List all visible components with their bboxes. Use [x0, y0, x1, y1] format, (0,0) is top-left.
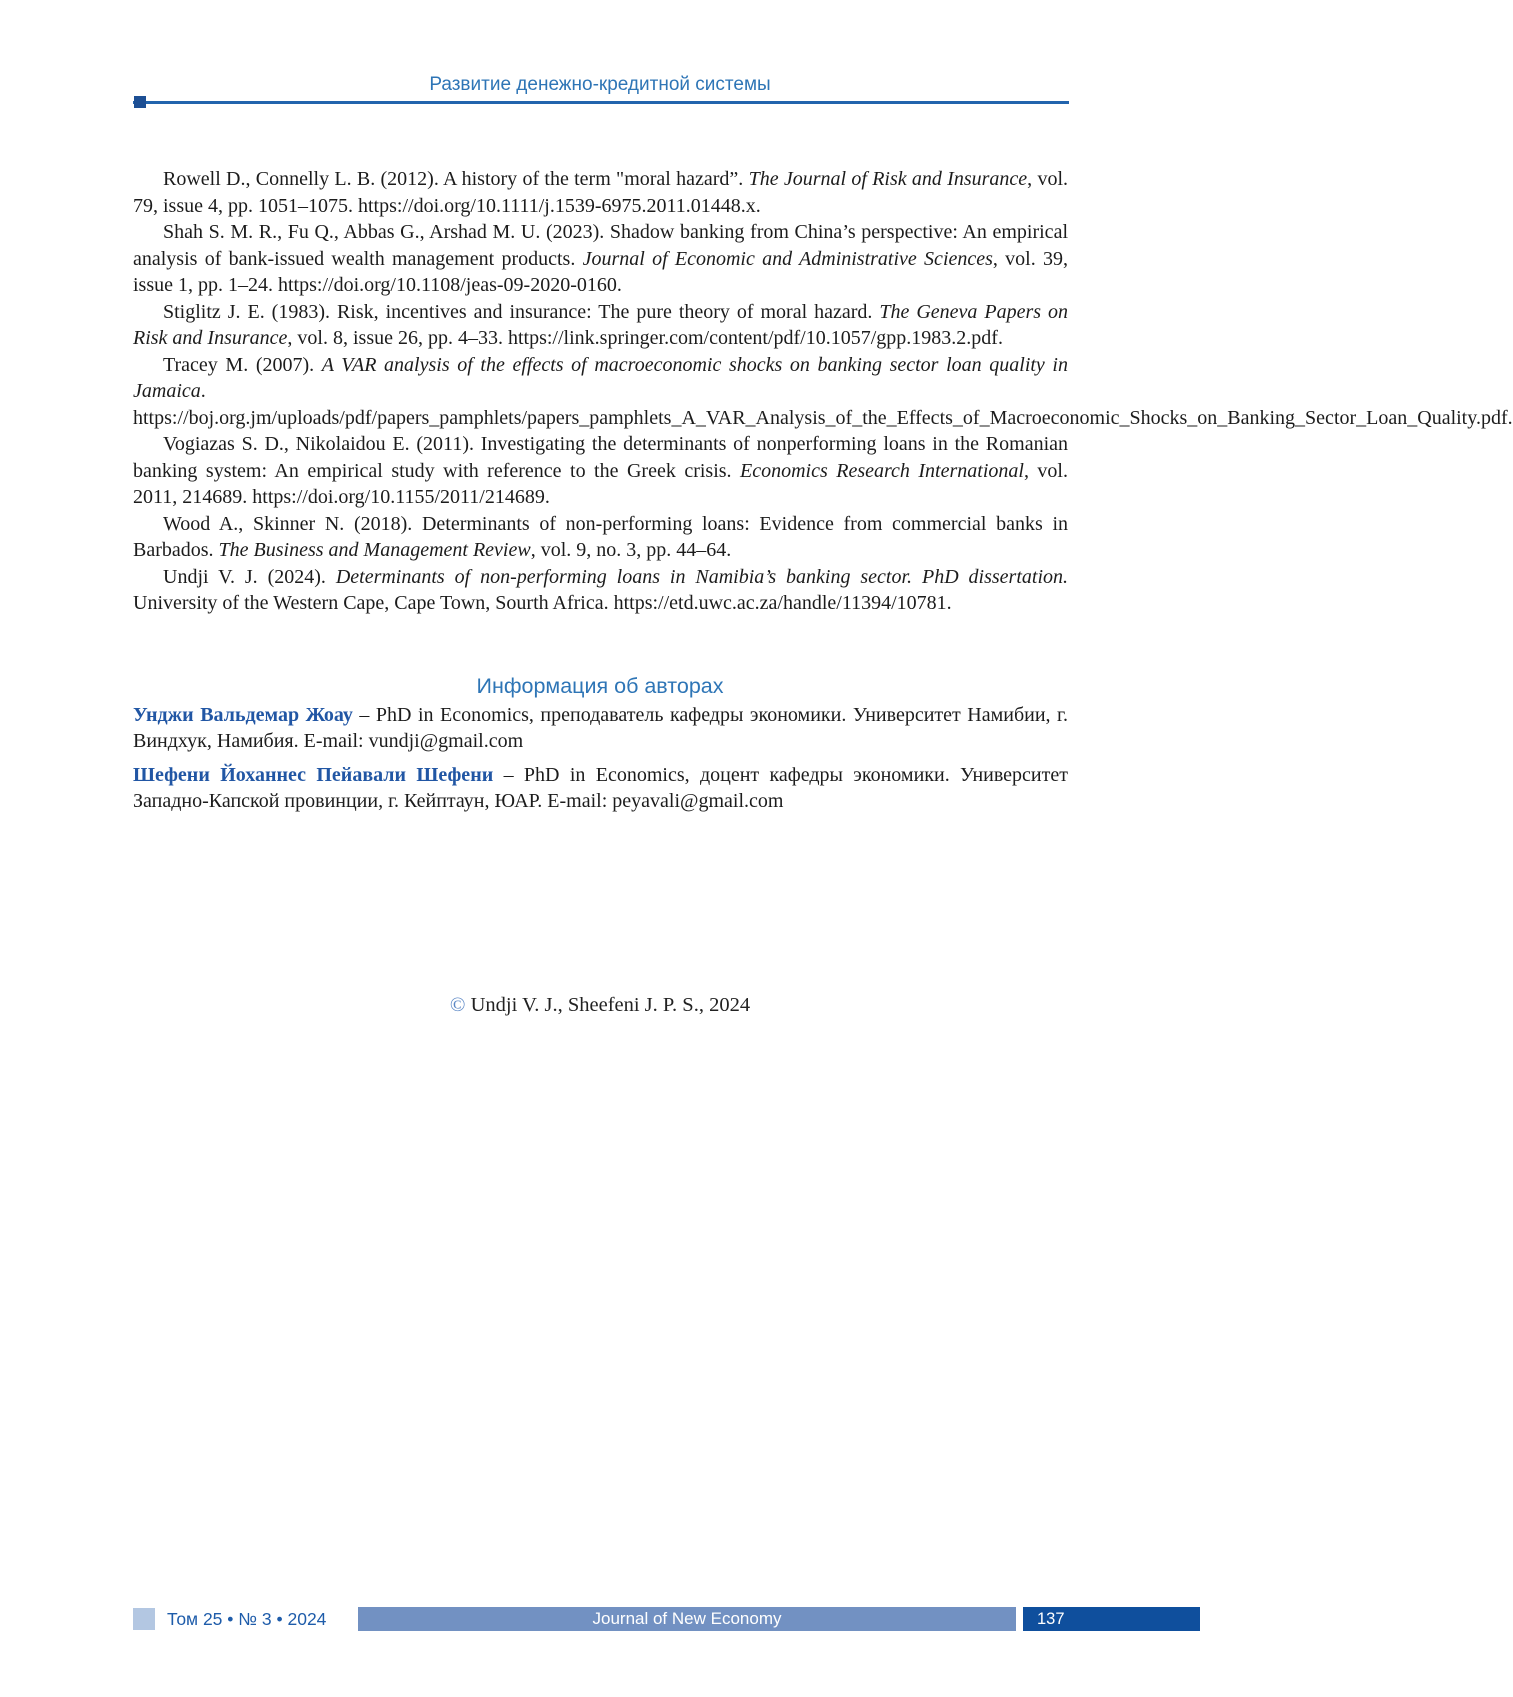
copyright-symbol: © — [449, 994, 466, 1016]
reference-text: Vogiazas S. D., Nikolaidou E. (2011). Investigating the determinants of nonperforming loans in the Romanian banking system: An empirical study with reference to the Greek crisis. — [133, 433, 1068, 482]
reference-title-italic: The Journal of Risk and Insurance — [748, 168, 1028, 190]
reference-item — [133, 431, 1068, 511]
reference-title-italic: Economics Research International — [740, 459, 1024, 482]
author-item — [133, 762, 1068, 814]
reference-item — [133, 564, 1068, 617]
reference-text: Stiglitz J. E. (1983). Risk, incentives and insurance: The pure theory of moral hazard. — [163, 300, 880, 323]
footer-square-icon — [133, 1608, 155, 1630]
reference-text: Undji V. J. (2024). — [163, 565, 336, 588]
author-name: Унджи Вальдемар Жоау — [133, 704, 353, 726]
reference-title-italic: Journal of Economic and Administrative Sciences — [582, 247, 993, 270]
reference-title-italic: The Geneva Papers on Risk and Insurance — [133, 300, 1068, 349]
author-details: – PhD in Economics, преподаватель кафедры экономики. Университет Намибии, г. Виндхук, Намибия. E-mail: vundji@gmail.com — [133, 704, 1068, 752]
authors-info-heading: Информация об авторах — [476, 674, 724, 698]
reference-item — [133, 166, 1068, 219]
authors-info-list — [133, 702, 1068, 822]
reference-text: , vol. 9, no. 3, pp. 44–64. — [530, 539, 732, 561]
copyright-text: Undji V. J., Sheefeni J. P. S., 2024 — [465, 994, 751, 1016]
reference-text: University of the Western Cape, Cape Town, Sourth Africa. https://etd.uwc.ac.za/handle/11394/10781. — [133, 592, 952, 614]
footer-journal-name: Journal of New Economy — [358, 1607, 1016, 1631]
author-item — [133, 702, 1068, 754]
reference-item — [133, 219, 1068, 299]
footer-page-number: 137 — [1023, 1607, 1200, 1631]
footer-volume-issue: Том 25 • № 3 • 2024 — [167, 1609, 327, 1629]
header-rule-square-icon — [134, 96, 146, 108]
header-rule — [133, 101, 1069, 104]
running-head-section-title: Развитие денежно-кредитной системы — [429, 74, 771, 95]
reference-title-italic: The Business and Management Review — [218, 539, 531, 561]
reference-item — [133, 299, 1068, 352]
reference-item — [133, 511, 1068, 564]
reference-text: , vol. 39, issue 1, pp. 1–24. https://doi.org/10.1108/jeas-09-2020-0160. — [133, 247, 1069, 296]
reference-text: Shah S. M. R., Fu Q., Abbas G., Arshad M. U. (2023). Shadow banking from China’s perspective: An empirical analysis of bank-issued wealth management products. — [133, 221, 1068, 270]
reference-text: Tracey M. (2007). — [163, 353, 322, 376]
reference-item — [133, 352, 1513, 432]
reference-text: , vol. 79, issue 4, pp. 1051–1075. https://doi.org/10.1111/j.1539-6975.2011.01448.x. — [133, 168, 1069, 217]
reference-text: . https://boj.org.jm/uploads/pdf/papers_pamphlets/papers_pamphlets_A_VAR_Analysis_of_the_Effects_of_Macroeconomic_Shocks_on_Banking_Sector_Loan_Quality.pdf. — [133, 380, 1513, 429]
reference-title-italic: Determinants of non-performing loans in Namibia’s banking sector. PhD dissertation. — [335, 565, 1068, 588]
reference-text: , vol. 2011, 214689. https://doi.org/10.1155/2011/214689. — [133, 459, 1068, 508]
author-name: Шефени Йоханнес Пейавали Шефени — [133, 764, 494, 786]
reference-text: Wood A., Skinner N. (2018). Determinants of non-performing loans: Evidence from commercial banks in Barbados. — [133, 512, 1068, 561]
reference-title-italic: A VAR analysis of the effects of macroeconomic shocks on banking sector loan quality in Jamaica — [133, 353, 1068, 402]
copyright-line — [0, 994, 1200, 1017]
author-details: – PhD in Economics, доцент кафедры экономики. Университет Западно-Капской провинции, г. Кейптаун, ЮАР. E-mail: peyavali@gmail.com — [133, 764, 1068, 812]
reference-text: , vol. 8, issue 26, pp. 4–33. https://link.springer.com/content/pdf/10.1057/gpp.1983.2.pdf. — [287, 327, 1003, 349]
references-list — [133, 166, 1513, 617]
page-footer — [0, 1607, 1200, 1631]
reference-text: Rowell D., Connelly L. B. (2012). A history of the term "moral hazard”. — [163, 168, 749, 190]
